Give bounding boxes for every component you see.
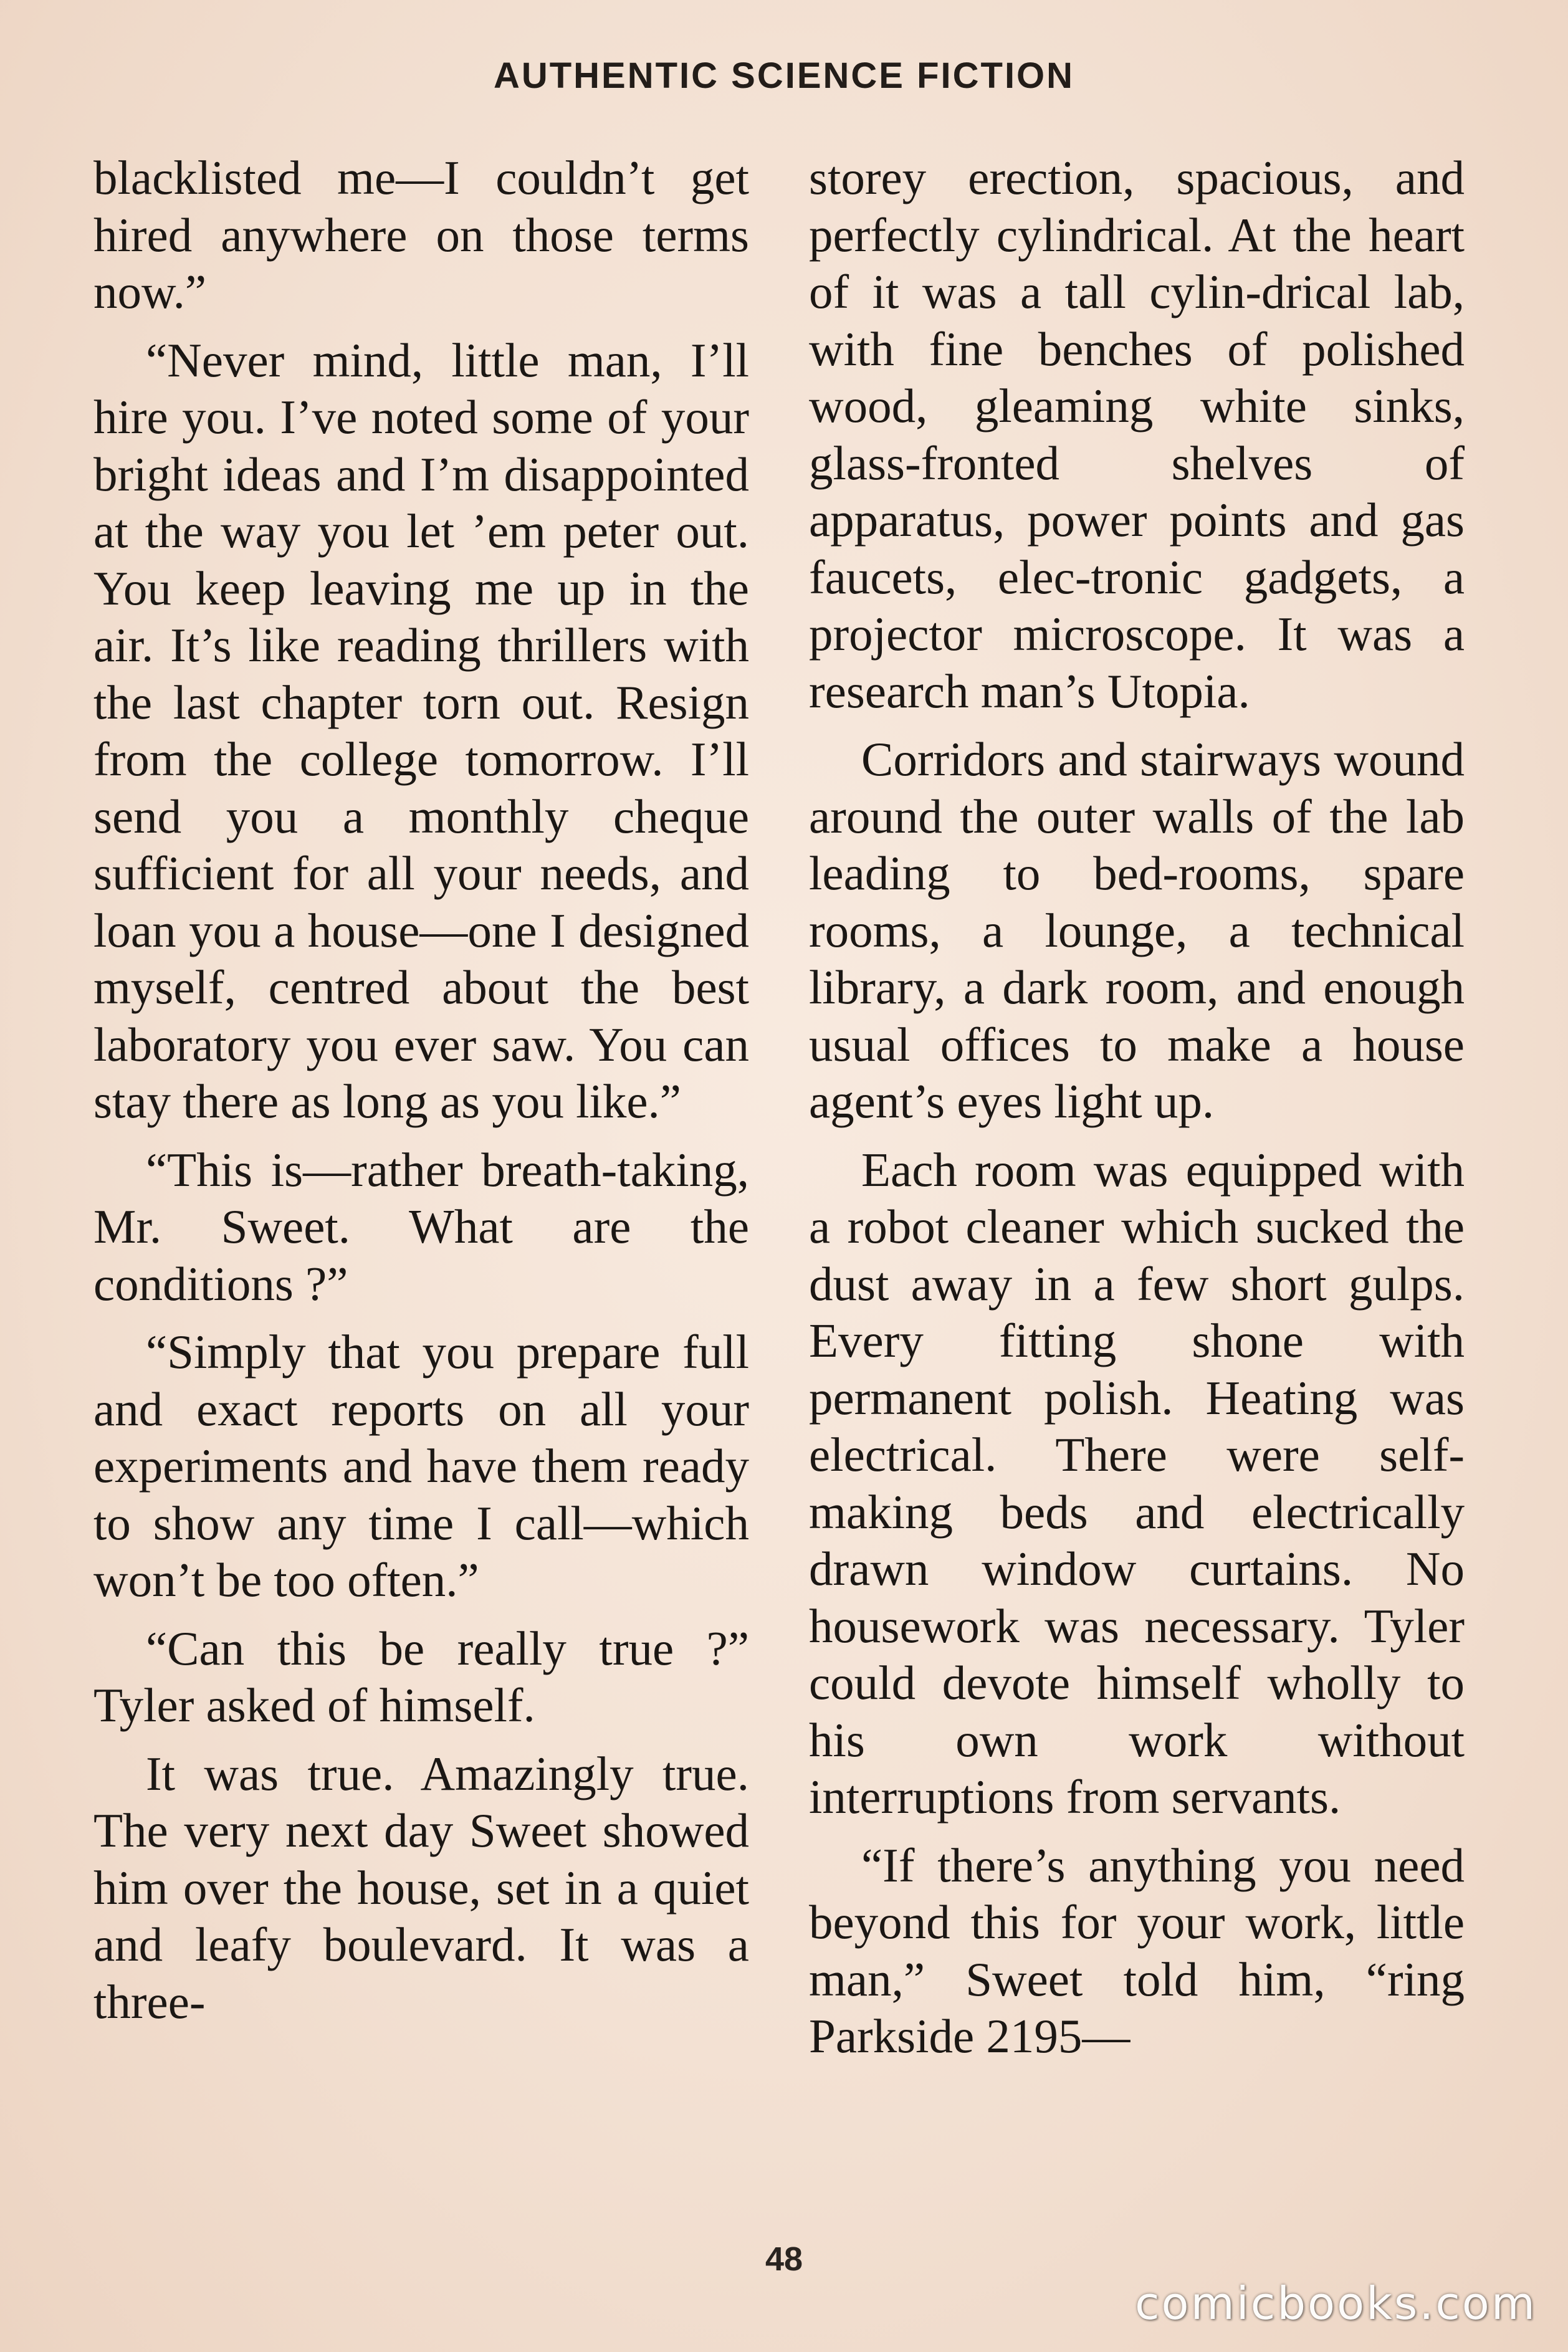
running-header: AUTHENTIC SCIENCE FICTION	[493, 55, 1075, 96]
paragraph: “Can this be really true ?” Tyler asked of himself.	[93, 1621, 749, 1732]
paragraph: It was true. Amazingly true. The very next day Sweet showed him over the house, set in a quiet and leafy boulevard. It was a three-	[93, 1746, 749, 2029]
paragraph: “Simply that you prepare full and exact reports on all your experiments and have them ready to show any time I call—which won’t be too often.”	[93, 1325, 749, 1607]
paragraph: blacklisted me—I couldn’t get hired anywhere on those terms now.”	[93, 151, 749, 318]
page-number: 48	[765, 2240, 803, 2278]
watermark-logo: comicbooks.com	[1134, 2277, 1537, 2330]
paragraph: “Never mind, little man, I’ll hire you. I’ve noted some of your bright ideas and I’m disappointed at the way you let ’em peter out. You keep leaving me up in the air. It’s like reading thrillers with the last chapter torn out. Resign from the college tomorrow. I’ll send you a monthly cheque sufficient for all your needs, and loan you a house—one I designed myself, centred about the best laboratory you ever saw. You can stay there as long as you like.”	[93, 333, 749, 1128]
paragraph: “If there’s anything you need beyond this for your work, little man,” Sweet told him, “ring Parkside 2195—	[809, 1838, 1465, 2063]
right-text-column	[809, 150, 1465, 2077]
paragraph: Each room was equipped with a robot cleaner which sucked the dust away in a few short gulps. Every fitting shone with permanent polish. Heating was electrical. There were self-making beds and electrically drawn window curtains. No housework was necessary. Tyler could devote himself wholly to his own work without interruptions from servants.	[809, 1142, 1465, 1824]
paragraph: storey erection, spacious, and perfectly cylindrical. At the heart of it was a tall cylin-drical lab, with fine benches of polished wood, gleaming white sinks, glass-fronted shelves of apparatus, power points and gas faucets, elec-tronic gadgets, a projector microscope. It was a research man’s Utopia.	[809, 151, 1465, 718]
left-text-column	[93, 150, 749, 2042]
paragraph: Corridors and stairways wound around the outer walls of the lab leading to bed-rooms, spare rooms, a lounge, a technical library, a dark room, and enough usual offices to make a house agent’s eyes light up.	[809, 732, 1465, 1128]
paragraph: “This is—rather breath-taking, Mr. Sweet. What are the conditions ?”	[93, 1142, 749, 1311]
